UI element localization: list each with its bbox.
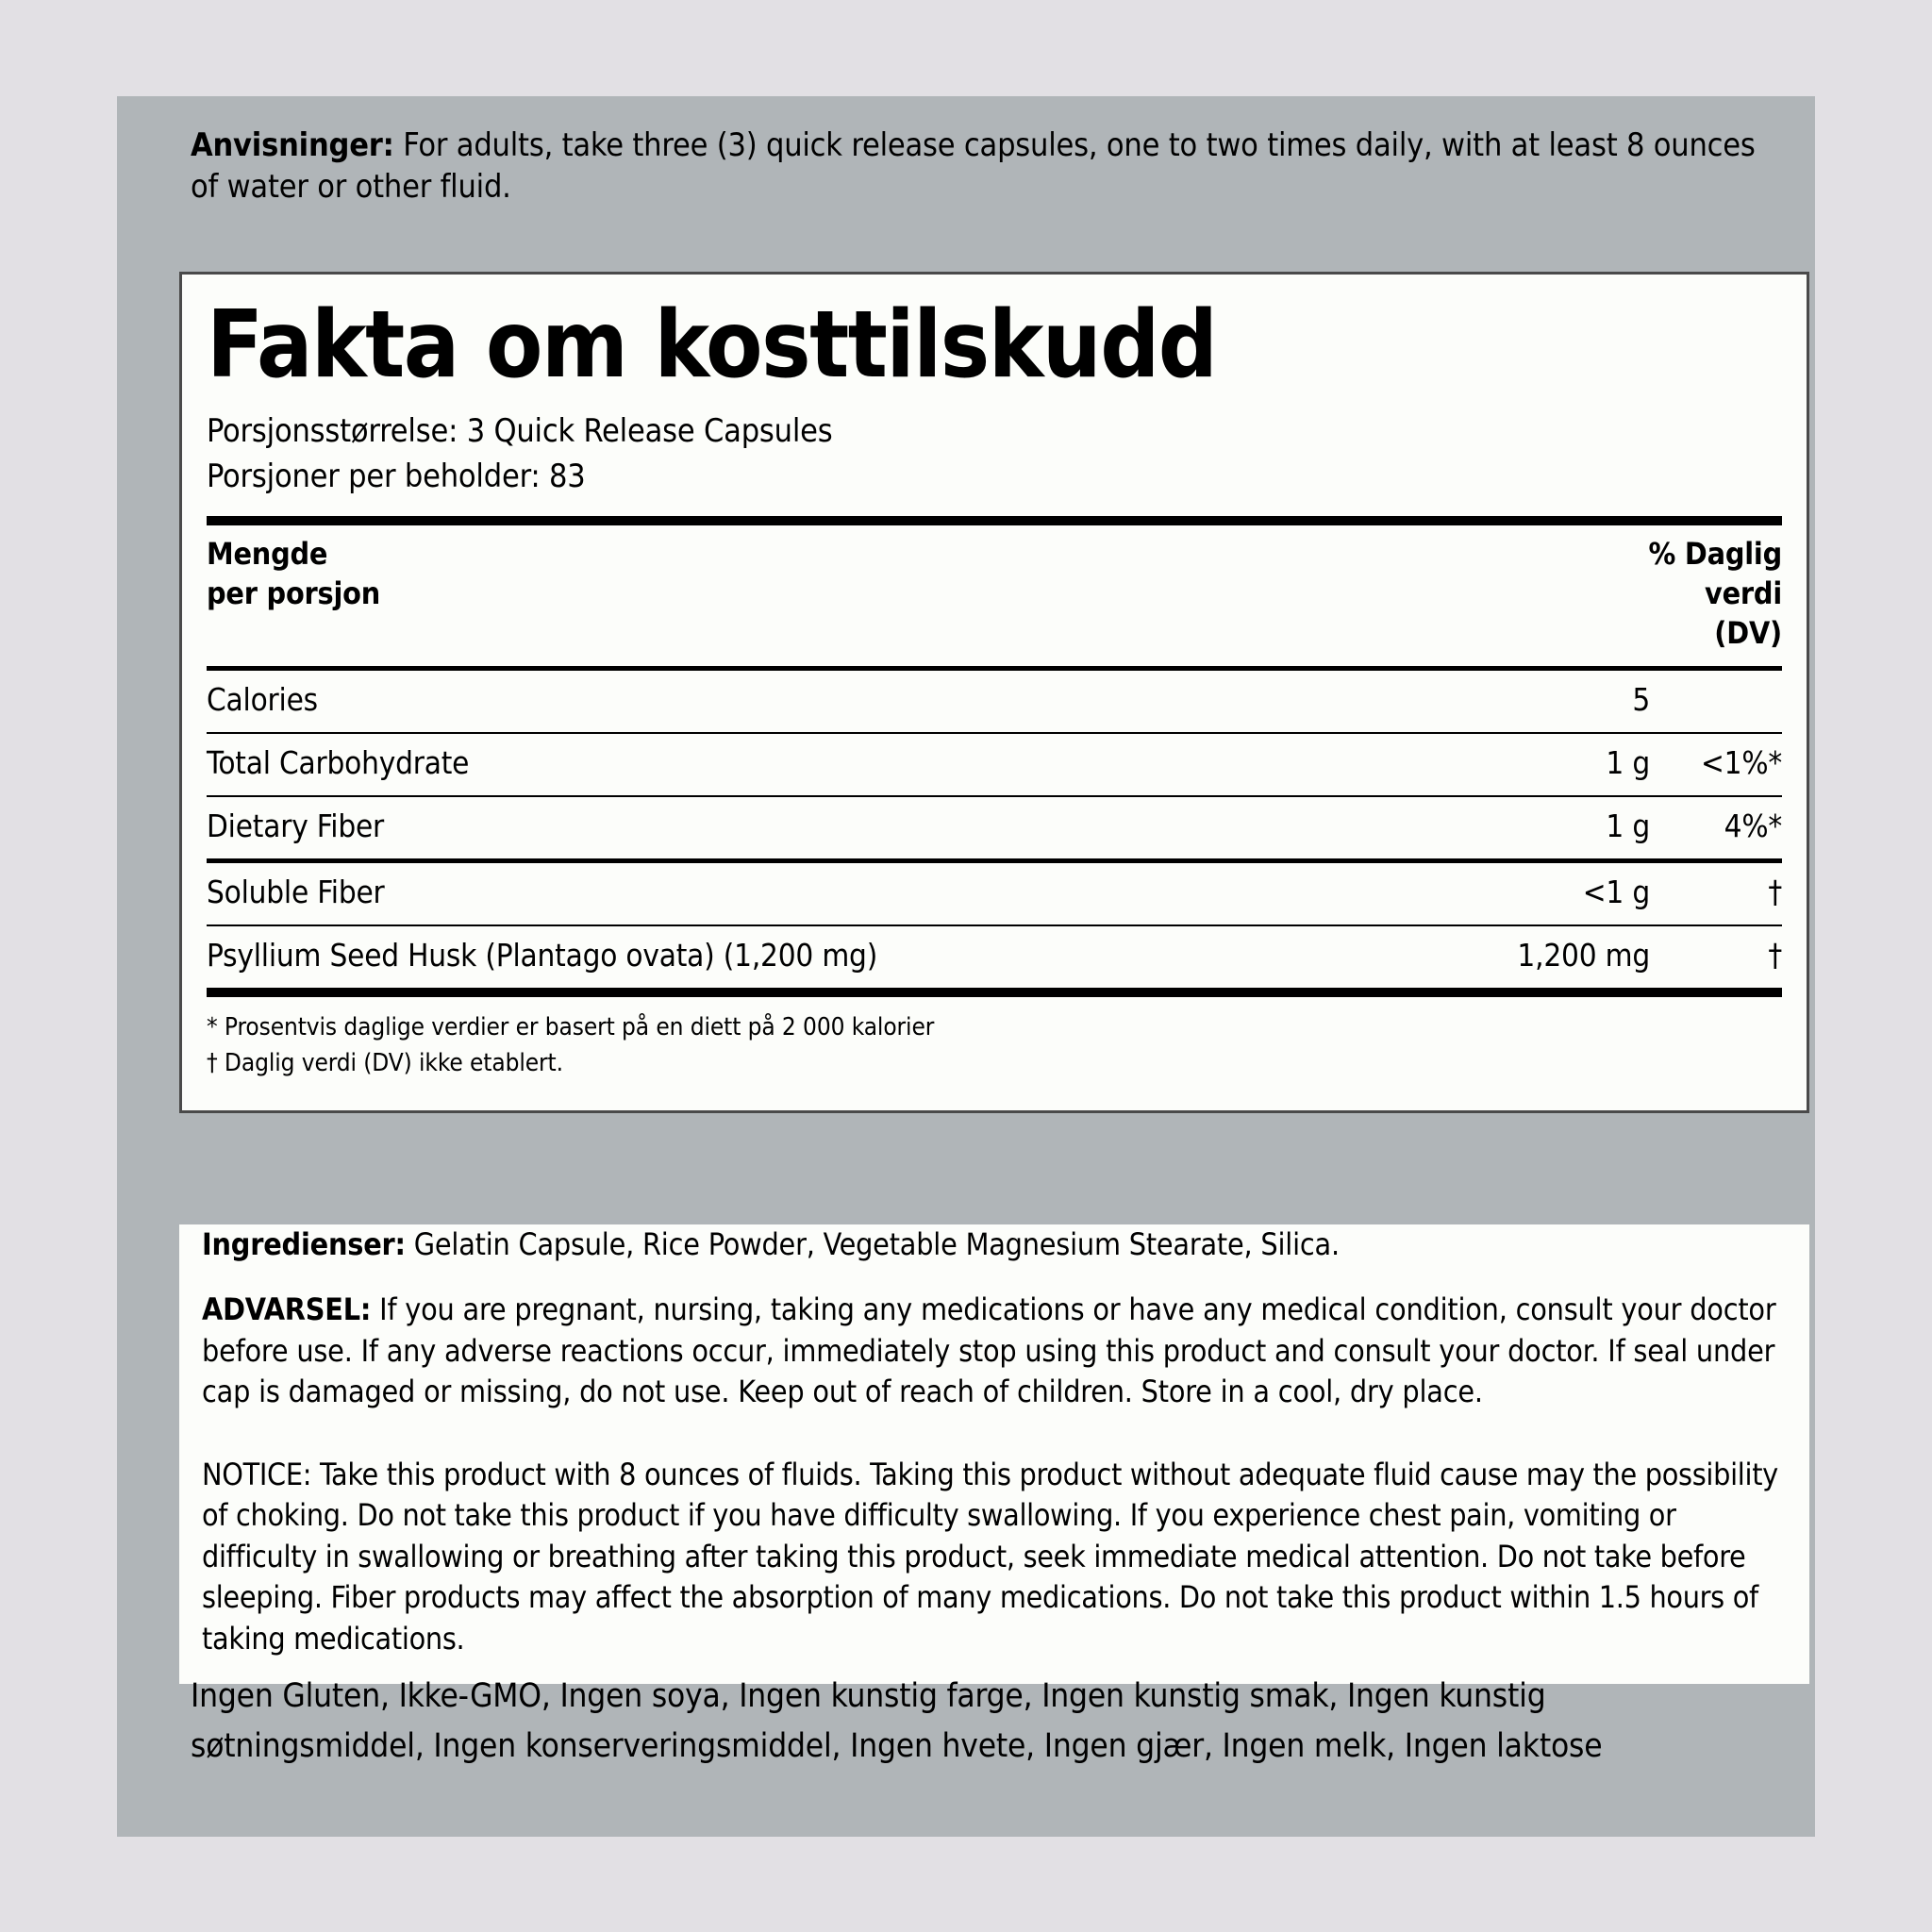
footnote-dagger: † Daglig verdi (DV) ikke etablert. bbox=[207, 1048, 563, 1077]
directions-label: Anvisninger: bbox=[191, 126, 394, 164]
label-card bbox=[117, 96, 1815, 1837]
supplement-facts-title: Fakta om kosttilskudd bbox=[207, 291, 1217, 399]
free-from-claims bbox=[191, 1672, 1775, 1771]
notice-block bbox=[202, 1455, 1787, 1660]
divider-bottom-thick bbox=[207, 988, 1782, 997]
ingredients-line bbox=[202, 1224, 1787, 1265]
row-daily-value bbox=[1650, 671, 1782, 732]
table-row bbox=[207, 734, 1782, 795]
row-name: Psyllium Seed Husk (Plantago ovata) (1,200 mg) bbox=[207, 937, 878, 974]
row-name: Calories bbox=[207, 681, 318, 719]
row-daily-value: <1%* bbox=[1700, 744, 1782, 782]
row-amount: 1 g bbox=[1606, 808, 1650, 845]
warning-label: ADVARSEL: bbox=[202, 1291, 372, 1328]
table-row bbox=[207, 926, 1782, 988]
daily-value-header bbox=[1405, 525, 1782, 666]
footnote-asterisk: * Prosentvis daglige verdier er basert på en diett på 2 000 kalorier bbox=[207, 1012, 935, 1041]
amount-header-line1: Mengde bbox=[207, 536, 328, 573]
ingredients-text: Gelatin Capsule, Rice Powder, Vegetable Magnesium Stearate, Silica. bbox=[405, 1226, 1340, 1262]
row-name: Total Carbohydrate bbox=[207, 744, 470, 782]
row-amount: 1 g bbox=[1606, 744, 1650, 782]
table-row bbox=[207, 797, 1782, 858]
row-daily-value: † bbox=[1768, 874, 1782, 911]
ingredients-label: Ingredienser: bbox=[202, 1226, 406, 1262]
row-amount: <1 g bbox=[1582, 874, 1650, 911]
row-daily-value: † bbox=[1768, 937, 1782, 974]
serving-size: Porsjonsstørrelse: 3 Quick Release Capsules bbox=[207, 411, 833, 450]
amount-per-serving-header bbox=[207, 525, 1405, 666]
label-body-text bbox=[179, 1224, 1809, 1684]
dv-header-line1: % Daglig bbox=[1648, 536, 1782, 573]
free-from-text: Ingen Gluten, Ikke-GMO, Ingen soya, Ingen kunstig farge, Ingen kunstig smak, Ingen kunstig søtningsmiddel, Ingen konserveringsmiddel, Ingen hvete, Ingen gjær, Ingen melk, Ingen laktose bbox=[191, 1677, 1603, 1765]
row-name: Dietary Fiber bbox=[207, 808, 385, 845]
table-row bbox=[207, 863, 1782, 924]
servings-per-container: Porsjoner per beholder: 83 bbox=[207, 458, 586, 496]
row-amount: 1,200 mg bbox=[1517, 937, 1650, 974]
notice-text: NOTICE: Take this product with 8 ounces of fluids. Taking this product without adequate fluid cause may the possibility of choking. Do not take this product if you have difficulty swallowing. If you experience chest pain, vomiting or difficulty in swallowing or breathing after taking this product, seek immediate medical attention. Do not take before sleeping. Fiber products may affect the absorption of many medications. Do not take this product within 1.5 hours of taking medications. bbox=[202, 1456, 1778, 1657]
directions-body: For adults, take three (3) quick release capsules, one to two times daily, with at least 8 ounces of water or other fluid. bbox=[191, 126, 1756, 207]
supplement-facts-panel bbox=[179, 272, 1809, 1113]
dv-header-line3: (DV) bbox=[1714, 614, 1782, 651]
divider-top-thick bbox=[207, 516, 1782, 525]
amount-header-line2: per porsjon bbox=[207, 575, 381, 612]
table-header-row bbox=[207, 525, 1782, 666]
supplement-facts-table bbox=[207, 525, 1782, 996]
row-daily-value: 4%* bbox=[1724, 808, 1782, 845]
directions-text bbox=[191, 125, 1757, 208]
footnotes bbox=[207, 1010, 1782, 1082]
row-amount: 5 bbox=[1632, 681, 1650, 719]
table-row bbox=[207, 671, 1782, 732]
row-name: Soluble Fiber bbox=[207, 874, 385, 911]
warning-text: If you are pregnant, nursing, taking any medications or have any medical condition, consult your doctor before use. If any adverse reactions occur, immediately stop using this product and consult your doctor. If seal under cap is damaged or missing, do not use. Keep out of reach of children. Store in a cool, dry place. bbox=[202, 1291, 1776, 1410]
warning-block bbox=[202, 1290, 1787, 1413]
dv-header-line2: verdi bbox=[1705, 575, 1782, 612]
